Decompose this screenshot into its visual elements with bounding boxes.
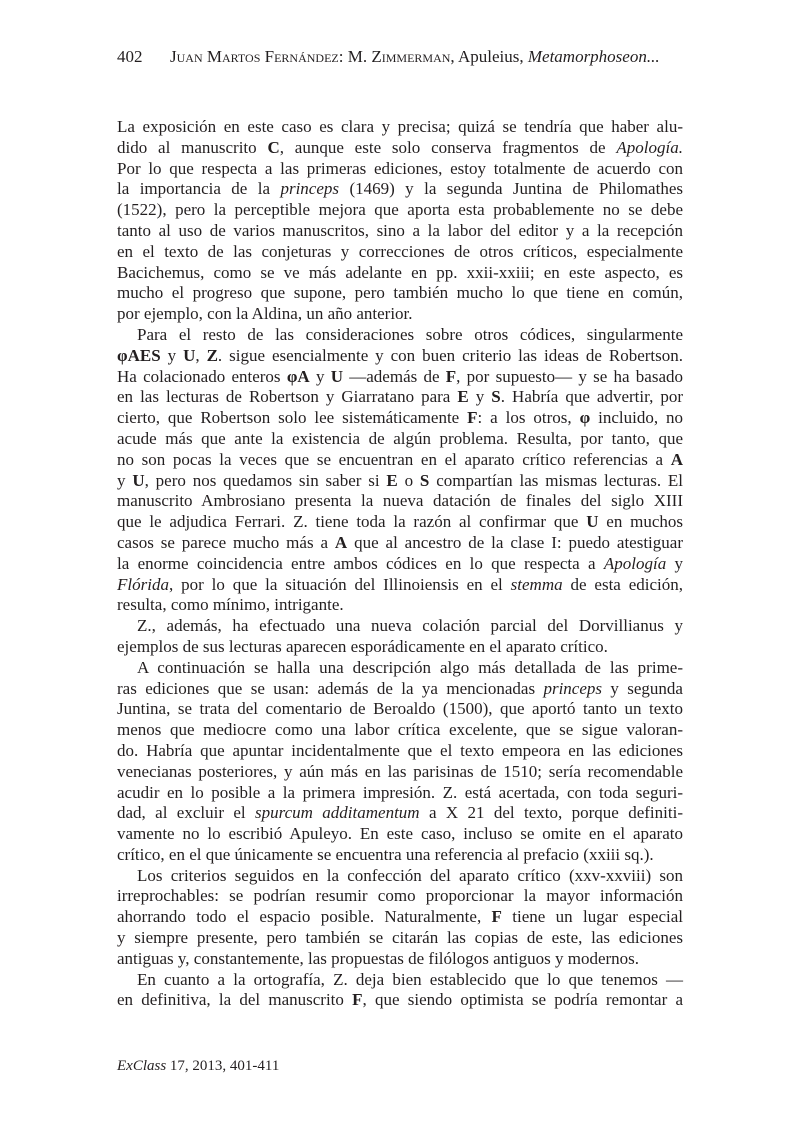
bold-siglum: F	[491, 907, 502, 927]
text-line	[117, 450, 683, 471]
text-run: tiene un lugar especial	[501, 907, 684, 927]
bold-siglum: Z	[206, 345, 218, 365]
text-line	[117, 928, 683, 949]
italic-text: stemma	[510, 574, 563, 594]
text-run: ahorrando todo el espacio posible. Naturalmente,	[117, 907, 492, 927]
text-run: Juntina, se trata del comentario de Beroaldo (1500), que aportó tanto un texto	[117, 699, 683, 719]
running-header	[117, 47, 660, 67]
text-line	[117, 595, 683, 616]
italic-text: spurcum additamentum	[255, 803, 420, 823]
body-text	[117, 117, 683, 1011]
bold-siglum: E	[457, 387, 469, 407]
text-run: y	[468, 387, 492, 407]
text-line	[117, 990, 683, 1011]
paragraph	[117, 616, 683, 658]
text-line	[117, 263, 683, 284]
text-run: Los criterios seguidos en la confección del aparato crítico (xxv-xxviii) son	[137, 865, 683, 885]
text-run: y	[117, 470, 133, 490]
bold-siglum: φAES	[117, 345, 161, 365]
text-line	[117, 471, 683, 492]
paragraph	[117, 117, 683, 325]
italic-text: Flórida	[117, 574, 169, 594]
text-run: Bacichemus, como se ve más adelante en pp. xxii-xxiii; en este aspecto, es	[117, 262, 683, 282]
text-run: y siempre presente, pero también se citarán las copias de este, las ediciones	[117, 928, 683, 948]
bold-siglum: A	[334, 532, 348, 552]
text-run: en el texto de las conjeturas y correcciones de otros críticos, especialmente	[117, 241, 683, 261]
text-run: vamente no lo escribió Apuleyo. En este caso, incluso se omite en el aparato	[117, 824, 683, 844]
text-run: menos que mediocre como una labor crítica excelente, que se sigue valoran-	[117, 720, 683, 740]
footer-citation: 17, 2013, 401-411	[166, 1058, 280, 1074]
text-run: la importancia de la	[117, 179, 281, 199]
text-line	[117, 221, 683, 242]
text-line	[117, 408, 683, 429]
italic-text: princeps	[280, 179, 340, 199]
text-line	[117, 679, 683, 700]
bold-siglum: F	[352, 990, 363, 1010]
text-line	[117, 658, 683, 679]
text-run: que le adjudica Ferrari. Z. tiene toda la razón al confirmar que	[117, 512, 587, 532]
paragraph	[117, 970, 683, 1012]
text-line	[117, 741, 683, 762]
text-line	[117, 803, 683, 824]
text-run: acudir en lo posible a la primera impresión. Z. está acertada, con toda seguri-	[117, 782, 683, 802]
text-run: no son pocas la veces que se encuentran en el aparato crítico referencias a	[117, 449, 671, 469]
text-run: , por supuesto— y se ha basado	[456, 366, 684, 386]
text-line	[117, 886, 683, 907]
paragraph	[117, 325, 683, 616]
text-run: en definitiva, la del manuscrito	[117, 990, 353, 1010]
text-run: resulta, como mínimo, intrigante.	[117, 595, 344, 615]
text-line	[117, 242, 683, 263]
text-line	[117, 762, 683, 783]
text-line	[117, 970, 683, 991]
text-run: Ha colacionado enteros	[117, 366, 287, 386]
bold-siglum: C	[267, 137, 280, 157]
bold-siglum: E	[386, 470, 398, 490]
bold-siglum: F	[467, 408, 478, 428]
text-run: a X 21 del texto, porque definiti-	[419, 803, 683, 823]
text-line	[117, 283, 683, 304]
header-reviewed-author: Zimmerman	[371, 47, 451, 66]
text-run: y	[309, 366, 331, 386]
text-line	[117, 533, 683, 554]
text-line	[117, 429, 683, 450]
footer-journal: ExClass	[117, 1058, 167, 1074]
text-run: en muchos	[598, 512, 683, 532]
text-run: venecianas posteriores, y aún más en las parisinas de 1510; sería recomendable	[117, 761, 683, 781]
text-run: do. Habría que apuntar incidentalmente que el texto empeora en las ediciones	[117, 740, 683, 760]
text-run: ras ediciones que se usan: además de la ya mencionadas	[117, 678, 544, 698]
text-line	[117, 387, 683, 408]
text-run: acude más que ante la existencia de algún problema. Resulta, por tanto, que	[117, 428, 683, 448]
text-run: . Habría que advertir, por	[500, 387, 684, 407]
bold-siglum: φA	[286, 366, 310, 386]
text-run: , pero nos quedamos sin saber si	[144, 470, 387, 490]
text-run: en las lecturas de Robertson y Giarratano para	[117, 387, 458, 407]
text-run: de esta edición,	[562, 574, 683, 594]
text-line	[117, 637, 683, 658]
text-run: irreprochables: se podrían resumir como proporcionar la mayor información	[117, 886, 683, 906]
text-line	[117, 138, 683, 159]
bold-siglum: U	[132, 470, 145, 490]
text-line	[117, 866, 683, 887]
text-line	[117, 512, 683, 533]
text-run: casos se parece mucho más a	[117, 532, 335, 552]
header-reviewed-title: Metamorphoseon...	[527, 47, 660, 66]
text-line	[117, 907, 683, 928]
text-run: cierto, que Robertson solo lee sistemáticamente	[117, 408, 468, 428]
text-line	[117, 179, 683, 200]
text-run: Para el resto de las consideraciones sobre otros códices, singularmente	[137, 324, 683, 344]
text-line	[117, 325, 683, 346]
text-run: que al ancestro de la clase I: puedo atestiguar	[347, 532, 683, 552]
text-run: ,	[195, 345, 207, 365]
bold-siglum: S	[419, 470, 430, 490]
text-line	[117, 200, 683, 221]
text-run: manuscrito Ambrosiano presenta la nueva datación de finales del siglo XIII	[117, 491, 683, 511]
text-run: tanto al uso de varios manuscritos, sino a la labor del editor y a la recepción	[117, 220, 683, 240]
header-mid: , Apuleius,	[450, 47, 528, 66]
text-run: Por lo que respecta a las primeras ediciones, estoy totalmente de acuerdo con	[117, 158, 683, 178]
text-run: antiguas y, constantemente, las propuestas de filólogos antiguos y modernos.	[117, 948, 640, 968]
text-line	[117, 491, 683, 512]
paragraph	[117, 866, 683, 970]
italic-text: princeps	[543, 678, 603, 698]
page-number: 402	[117, 47, 143, 66]
text-line	[117, 159, 683, 180]
text-line	[117, 575, 683, 596]
text-run: compartían las mismas lecturas. El	[429, 470, 684, 490]
text-run: A continuación se halla una descripción algo más detallada de las prime-	[137, 657, 683, 677]
text-line	[117, 824, 683, 845]
text-run: —además de	[343, 366, 446, 386]
text-run: la enorme coincidencia entre ambos códices en lo que respecta a	[117, 553, 604, 573]
text-line	[117, 616, 683, 637]
text-run: y	[160, 345, 184, 365]
bold-siglum: U	[183, 345, 196, 365]
text-line	[117, 783, 683, 804]
text-run: o	[397, 470, 420, 490]
text-run: y segunda	[602, 678, 683, 698]
text-run: (1522), pero la perceptible mejora que aporta esta probablemente no se debe	[117, 200, 683, 220]
text-line	[117, 554, 683, 575]
text-line	[117, 949, 683, 970]
text-run: dido al manuscrito	[117, 137, 268, 157]
text-run: , aunque este solo conserva fragmentos de	[279, 137, 617, 157]
bold-siglum: φ	[579, 408, 591, 428]
header-separator: : M.	[338, 47, 372, 66]
text-run: crítico, en el que únicamente se encuentra una referencia al prefacio (xxiii sq.).	[117, 844, 654, 864]
italic-text: Apología	[603, 553, 667, 573]
text-run: : a los otros,	[477, 408, 580, 428]
text-run: En cuanto a la ortografía, Z. deja bien establecido que lo que tenemos —	[137, 969, 683, 989]
text-run: . sigue esencialmente y con buen criterio las ideas de Robertson.	[217, 345, 683, 365]
text-run: , por lo que la situación del Illinoiensis en el	[168, 574, 511, 594]
text-line	[117, 845, 683, 866]
text-run: mucho el progreso que supone, pero también mucho lo que tiene en común,	[117, 283, 683, 303]
text-run: (1469) y la segunda Juntina de Philomathes	[339, 179, 683, 199]
bold-siglum: S	[491, 387, 501, 407]
text-run: por ejemplo, con la Aldina, un año anterior.	[117, 304, 413, 324]
text-line	[117, 117, 683, 138]
bold-siglum: U	[586, 512, 599, 532]
header-author: Juan Martos Fernández	[170, 47, 339, 66]
text-line	[117, 699, 683, 720]
text-run: incluido, no	[590, 408, 683, 428]
text-run: dad, al excluir el	[117, 803, 256, 823]
text-run: La exposición en este caso es clara y precisa; quizá se tendría que haber alu-	[117, 117, 683, 136]
text-line	[117, 304, 683, 325]
text-run: Z., además, ha efectuado una nueva colación parcial del Dorvillianus y	[137, 616, 683, 636]
text-line	[117, 367, 683, 388]
text-run: y	[666, 553, 684, 573]
text-line	[117, 346, 683, 367]
text-line	[117, 720, 683, 741]
text-run: ejemplos de sus lecturas aparecen esporádicamente en el aparato crítico.	[117, 636, 608, 656]
paragraph	[117, 658, 683, 866]
page-footer	[117, 1058, 279, 1075]
bold-siglum: F	[445, 366, 457, 386]
text-run: , que siendo optimista se podría remontar a	[362, 990, 684, 1010]
bold-siglum: U	[330, 366, 343, 386]
italic-text: Apología.	[616, 137, 684, 157]
bold-siglum: A	[670, 449, 683, 469]
